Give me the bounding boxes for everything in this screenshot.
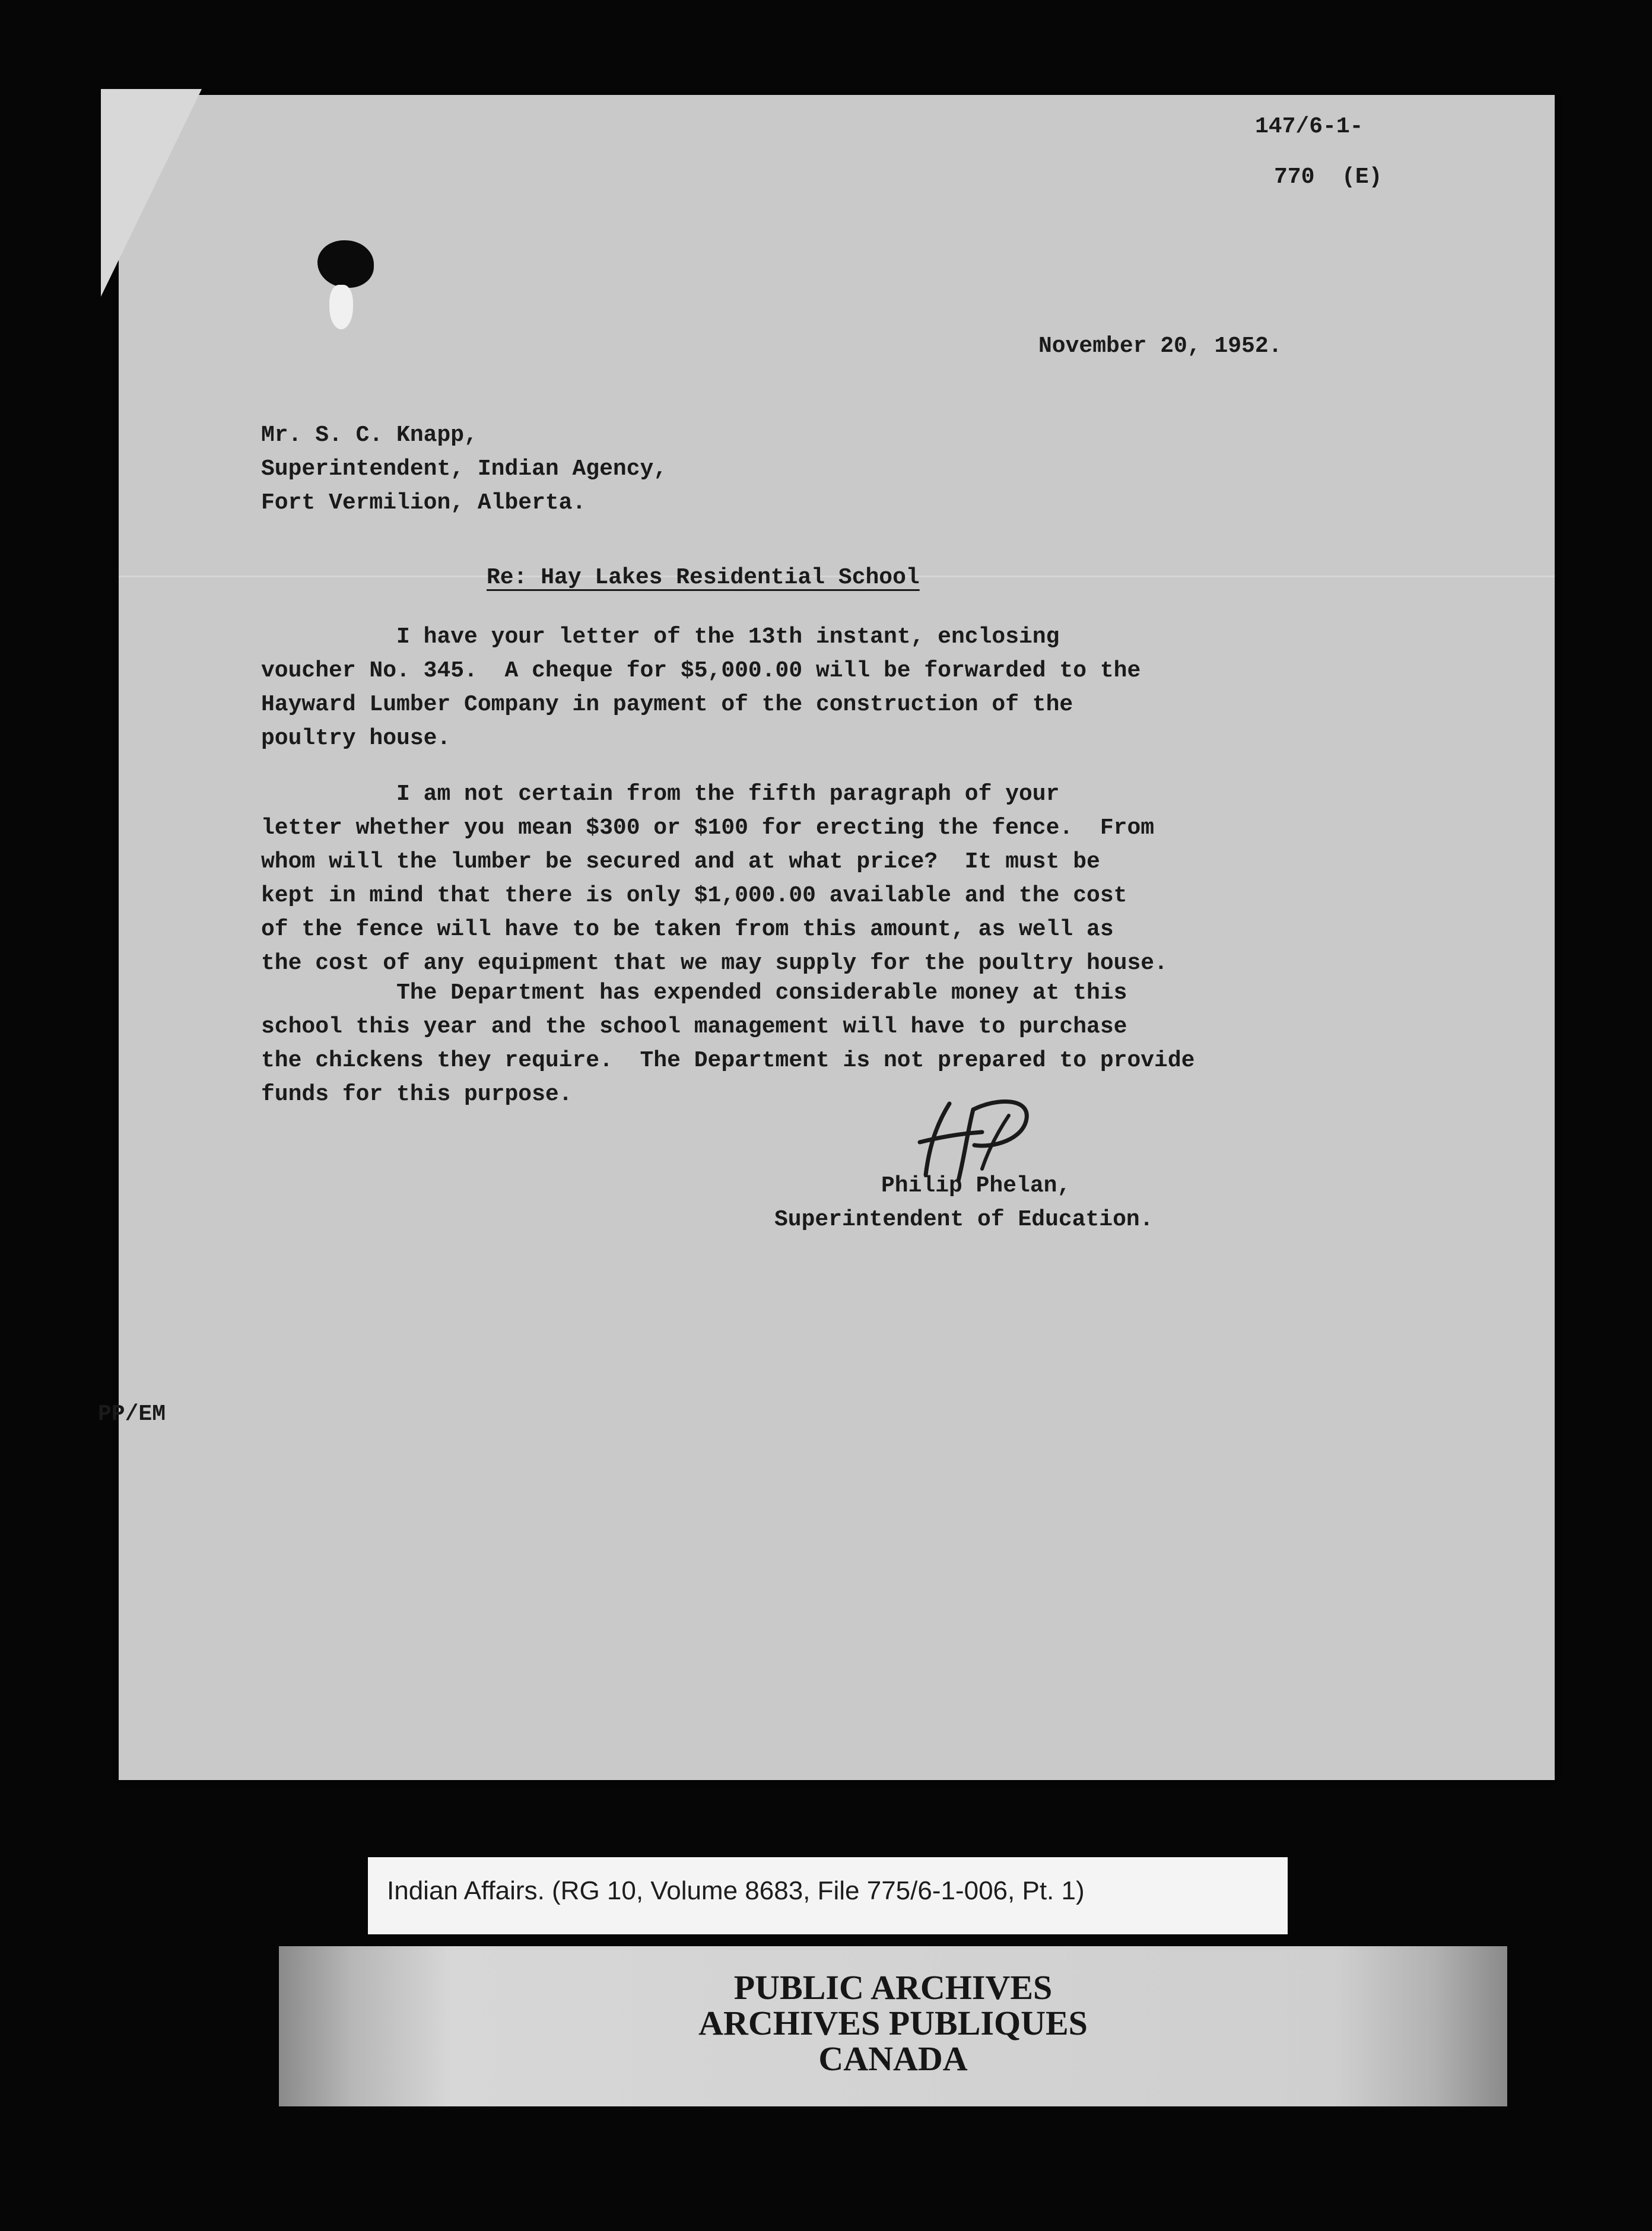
signer-title: Superintendent of Education. (774, 1207, 1154, 1232)
archive-reference: Indian Affairs. (RG 10, Volume 8683, File 775/6-1-006, Pt. 1) (387, 1876, 1085, 1905)
paragraph-voucher (261, 620, 1359, 755)
recipient-name: Mr. S. C. Knapp, (261, 422, 478, 448)
paragraph-line: Hayward Lumber Company in payment of the construction of the (261, 692, 1073, 717)
paragraph-line: The Department has expended considerable money at this (261, 980, 1127, 1006)
paragraph-line: school this year and the school management will have to purchase (261, 1014, 1127, 1040)
punch-hole-tear (329, 285, 353, 329)
paragraph-line: whom will the lumber be secured and at what price? It must be (261, 849, 1100, 875)
punch-hole (317, 240, 374, 288)
stamp-line-3: CANADA (818, 2039, 968, 2078)
paragraph-line: kept in mind that there is only $1,000.00 available and the cost (261, 883, 1127, 908)
typist-initials: PP/EM (98, 1401, 166, 1427)
file-reference-line-1: 147/6-1- (1255, 114, 1364, 139)
paragraph-line: the cost of any equipment that we may supply for the poultry house. (261, 951, 1168, 976)
letter-subject: Re: Hay Lakes Residential School (487, 565, 920, 590)
archive-stamp (279, 1946, 1507, 2106)
archive-stamp-text (279, 1970, 1507, 2077)
recipient-position: Superintendent, Indian Agency, (261, 456, 668, 482)
paragraph-fence (261, 777, 1359, 980)
paragraph-line: I have your letter of the 13th instant, enclosing (261, 624, 1060, 650)
paragraph-line: letter whether you mean $300 or $100 for erecting the fence. From (261, 815, 1155, 841)
letter-date: November 20, 1952. (1038, 333, 1282, 359)
stamp-line-2: ARCHIVES PUBLIQUES (698, 2004, 1088, 2042)
paragraph-line: voucher No. 345. A cheque for $5,000.00 will be forwarded to the (261, 658, 1141, 684)
paragraph-line: I am not certain from the fifth paragraph of your (261, 781, 1060, 807)
paragraph-department (261, 976, 1359, 1111)
recipient-location: Fort Vermilion, Alberta. (261, 490, 586, 516)
file-reference-line-2: 770 (E) (1274, 164, 1383, 190)
paragraph-line: funds for this purpose. (261, 1082, 573, 1107)
archive-reference-card (368, 1857, 1288, 1934)
paragraph-line: the chickens they require. The Department is not prepared to provide (261, 1048, 1195, 1073)
signer-name: Philip Phelan, (881, 1173, 1071, 1199)
folded-corner (101, 89, 202, 297)
paragraph-line: poultry house. (261, 726, 451, 751)
stamp-line-1: PUBLIC ARCHIVES (733, 1968, 1053, 2007)
paragraph-line: of the fence will have to be taken from this amount, as well as (261, 917, 1114, 942)
